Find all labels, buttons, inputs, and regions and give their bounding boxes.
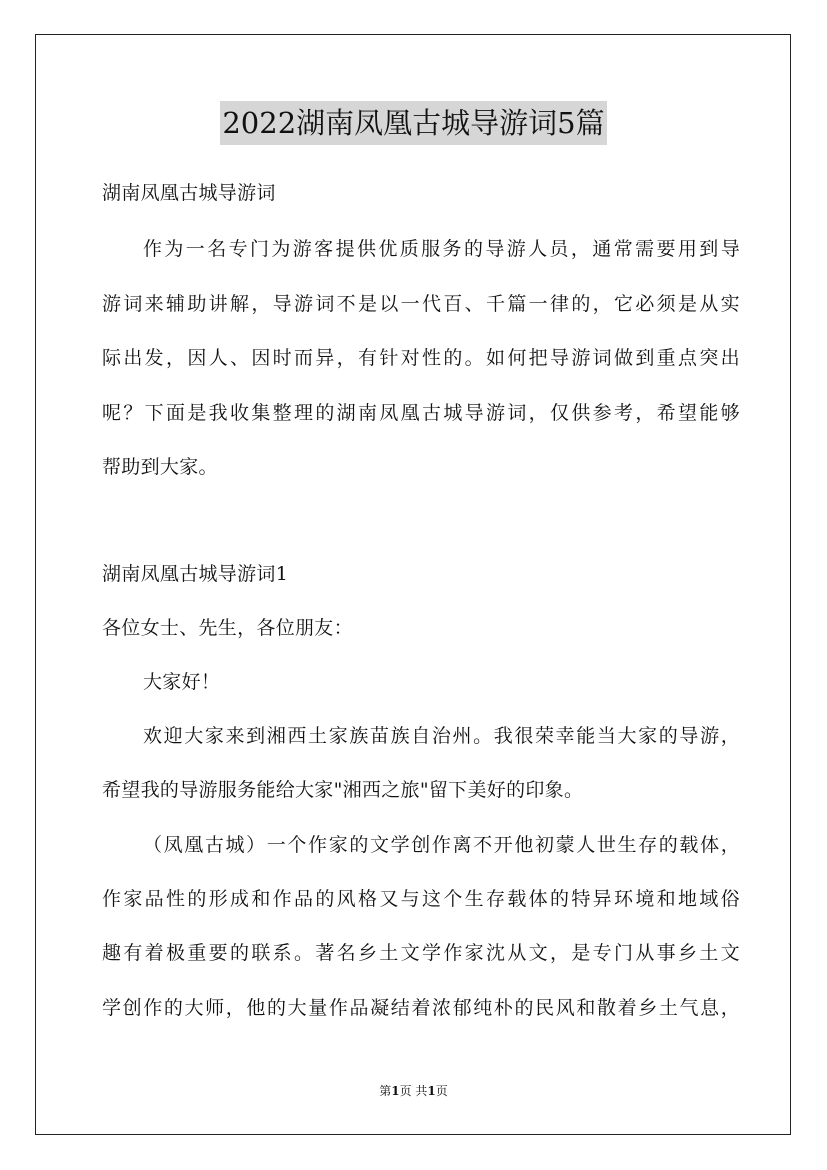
footer-page-suffix: 页 bbox=[435, 1084, 448, 1098]
welcome-line-2: 希望我的导游服务能给大家"湘西之旅"留下美好的印象。 bbox=[102, 779, 584, 801]
title-wrap bbox=[0, 101, 827, 145]
footer-page-total: 1 bbox=[427, 1084, 436, 1098]
body-line-4: 学创作的大师，他的大量作品凝结着浓郁纯朴的民风和散着乡土气息， bbox=[102, 997, 740, 1019]
intro-line-4: 呢？下面是我收集整理的湖南凤凰古城导游词，仅供参考，希望能够 bbox=[102, 402, 740, 424]
page-footer bbox=[0, 1083, 827, 1099]
greeting-line: 各位女士、先生，各位朋友： bbox=[102, 617, 353, 639]
section-heading: 湖南凤凰古城导游词 bbox=[102, 182, 276, 204]
footer-page-prefix: 第 bbox=[379, 1084, 392, 1098]
footer-page-current: 1 bbox=[391, 1084, 400, 1098]
footer-page-mid: 页 共 bbox=[399, 1084, 428, 1098]
document-title: 2022湖南凤凰古城导游词5篇 bbox=[220, 101, 606, 145]
body-line-3: 趣有着极重要的联系。著名乡土文学作家沈从文，是专门从事乡土文 bbox=[102, 942, 740, 964]
intro-line-5: 帮助到大家。 bbox=[102, 456, 218, 478]
hello-line: 大家好！ bbox=[143, 671, 221, 693]
intro-line-1: 作为一名专门为游客提供优质服务的导游人员，通常需要用到导 bbox=[143, 238, 740, 260]
intro-line-3: 际出发，因人、因时而异，有针对性的。如何把导游词做到重点突出 bbox=[102, 347, 740, 369]
body-line-2: 作家品性的形成和作品的风格又与这个生存载体的特异环境和地域俗 bbox=[102, 888, 740, 910]
article-heading: 湖南凤凰古城导游词1 bbox=[102, 563, 289, 585]
welcome-line-1: 欢迎大家来到湘西土家族苗族自治州。我很荣幸能当大家的导游， bbox=[143, 725, 740, 747]
intro-line-2: 游词来辅助讲解，导游词不是以一代百、千篇一律的，它必须是从实 bbox=[102, 293, 740, 315]
body-line-1: （凤凰古城）一个作家的文学创作离不开他初蒙人世生存的载体， bbox=[143, 834, 740, 856]
